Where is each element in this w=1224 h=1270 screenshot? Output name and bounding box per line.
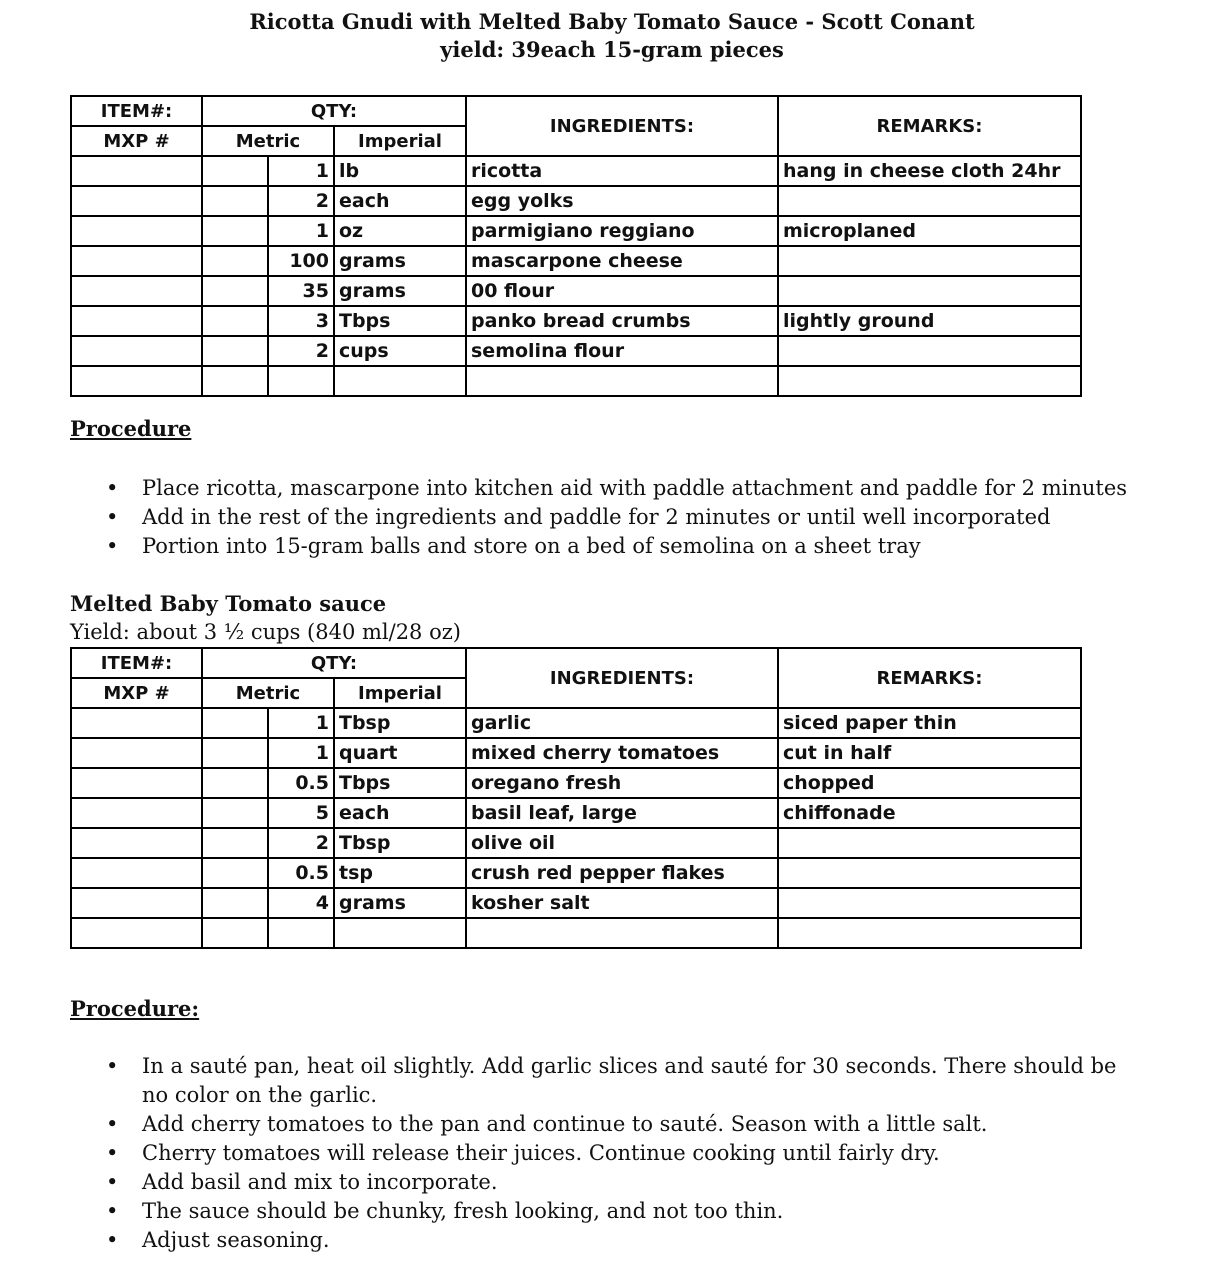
unit-value: Tbsp [334,708,466,738]
unit-value [334,366,466,396]
list-item: • In a sauté pan, heat oil slightly. Add garlic slices and sauté for 30 seconds. There should be no color on the garlic. [70,1052,1140,1110]
remark-text: microplaned [778,216,1081,246]
sauce-heading: Melted Baby Tomato sauce [70,591,387,616]
ingredient-name: oregano fresh [466,768,778,798]
table-row [71,708,1081,738]
unit-value: cups [334,336,466,366]
table-row [71,798,1081,828]
item-cell [71,276,202,306]
remarks-header: REMARKS: [778,648,1081,708]
remark-text [778,246,1081,276]
metric-cell [202,708,268,738]
table-row [71,768,1081,798]
item-cell [71,918,202,948]
unit-value: quart [334,738,466,768]
item-cell [71,888,202,918]
table-row [71,306,1081,336]
qty-value [268,918,334,948]
item-cell [71,246,202,276]
ingredient-name: egg yolks [466,186,778,216]
list-item: • Portion into 15-gram balls and store on a bed of semolina on a sheet tray [70,532,1140,561]
list-item: • Add in the rest of the ingredients and paddle for 2 minutes or until well incorporated [70,503,1140,532]
sauce-section [70,590,461,646]
table-row [71,738,1081,768]
unit-value: Tbps [334,768,466,798]
ingredient-name: kosher salt [466,888,778,918]
item-cell [71,216,202,246]
metric-cell [202,186,268,216]
ingredient-name [466,918,778,948]
table-row [71,216,1081,246]
ingredient-name [466,366,778,396]
recipe-yield: yield: 39each 15-gram pieces [440,37,784,62]
unit-value: grams [334,246,466,276]
ingredients-table-gnudi [70,95,1082,397]
ingredients-header: INGREDIENTS: [466,648,778,708]
metric-cell [202,828,268,858]
metric-cell [202,738,268,768]
ingredient-name: mixed cherry tomatoes [466,738,778,768]
ingredient-name: basil leaf, large [466,798,778,828]
metric-cell [202,918,268,948]
remark-text: chiffonade [778,798,1081,828]
unit-value: grams [334,888,466,918]
qty-value: 100 [268,246,334,276]
procedure-list-sauce [70,1052,1140,1255]
remark-text: siced paper thin [778,708,1081,738]
qty-value [268,366,334,396]
remark-text [778,828,1081,858]
remark-text [778,276,1081,306]
unit-value: oz [334,216,466,246]
procedure-list [70,474,1140,561]
item-cell [71,336,202,366]
item-cell [71,798,202,828]
item-header: ITEM#: [71,96,202,126]
metric-cell [202,306,268,336]
remark-text [778,918,1081,948]
list-item: • Cherry tomatoes will release their juices. Continue cooking until fairly dry. [70,1139,1140,1168]
unit-value: each [334,798,466,828]
mxp-header: MXP # [71,126,202,156]
qty-value: 2 [268,336,334,366]
metric-cell [202,366,268,396]
unit-value: tsp [334,858,466,888]
item-cell [71,708,202,738]
ingredient-name: garlic [466,708,778,738]
sauce-yield: Yield: about 3 ½ cups (840 ml/28 oz) [70,620,461,644]
ingredient-name: crush red pepper flakes [466,858,778,888]
metric-header: Metric [202,678,334,708]
list-item: • Place ricotta, mascarpone into kitchen aid with paddle attachment and paddle for 2 minutes [70,474,1140,503]
list-item: • The sauce should be chunky, fresh looking, and not too thin. [70,1197,1140,1226]
table-row [71,276,1081,306]
ingredient-name: semolina flour [466,336,778,366]
imperial-header: Imperial [334,678,466,708]
qty-value: 4 [268,888,334,918]
item-cell [71,858,202,888]
metric-cell [202,246,268,276]
table-row [71,246,1081,276]
procedure-heading-sauce: Procedure: [70,996,200,1021]
metric-header: Metric [202,126,334,156]
qty-value: 0.5 [268,768,334,798]
ingredient-name: olive oil [466,828,778,858]
qty-value: 1 [268,738,334,768]
table-row [71,186,1081,216]
table-row [71,828,1081,858]
item-cell [71,366,202,396]
item-cell [71,738,202,768]
remark-text [778,336,1081,366]
ingredient-name: mascarpone cheese [466,246,778,276]
table-row [71,918,1081,948]
ingredient-name: ricotta [466,156,778,186]
qty-value: 1 [268,216,334,246]
qty-header: QTY: [202,648,466,678]
metric-cell [202,336,268,366]
metric-cell [202,216,268,246]
remark-text [778,858,1081,888]
item-cell [71,768,202,798]
unit-value: Tbsp [334,828,466,858]
item-cell [71,306,202,336]
unit-value: lb [334,156,466,186]
remark-text: cut in half [778,738,1081,768]
unit-value: each [334,186,466,216]
mxp-header: MXP # [71,678,202,708]
item-header: ITEM#: [71,648,202,678]
metric-cell [202,798,268,828]
qty-value: 1 [268,156,334,186]
table-row [71,336,1081,366]
qty-value: 35 [268,276,334,306]
remark-text [778,366,1081,396]
qty-value: 3 [268,306,334,336]
remark-text: lightly ground [778,306,1081,336]
qty-value: 2 [268,186,334,216]
qty-value: 0.5 [268,858,334,888]
recipe-title: Ricotta Gnudi with Melted Baby Tomato Sauce - Scott Conant [249,9,975,34]
ingredient-name: parmigiano reggiano [466,216,778,246]
metric-cell [202,858,268,888]
ingredient-name: 00 flour [466,276,778,306]
remarks-header: REMARKS: [778,96,1081,156]
ingredients-table-sauce [70,647,1082,949]
qty-value: 2 [268,828,334,858]
list-item: • Add basil and mix to incorporate. [70,1168,1140,1197]
remark-text [778,888,1081,918]
remark-text: hang in cheese cloth 24hr [778,156,1081,186]
table-row [71,858,1081,888]
remark-text [778,186,1081,216]
list-item: • Add cherry tomatoes to the pan and continue to sauté. Season with a little salt. [70,1110,1140,1139]
imperial-header: Imperial [334,126,466,156]
metric-cell [202,276,268,306]
unit-value [334,918,466,948]
metric-cell [202,156,268,186]
document-title [0,8,1224,64]
metric-cell [202,768,268,798]
qty-header: QTY: [202,96,466,126]
table-row [71,888,1081,918]
table-row [71,156,1081,186]
item-cell [71,828,202,858]
ingredients-header: INGREDIENTS: [466,96,778,156]
unit-value: grams [334,276,466,306]
metric-cell [202,888,268,918]
ingredient-name: panko bread crumbs [466,306,778,336]
remark-text: chopped [778,768,1081,798]
list-item: • Adjust seasoning. [70,1226,1140,1255]
unit-value: Tbps [334,306,466,336]
table-row [71,366,1081,396]
qty-value: 1 [268,708,334,738]
item-cell [71,186,202,216]
item-cell [71,156,202,186]
procedure-heading: Procedure [70,416,192,441]
qty-value: 5 [268,798,334,828]
